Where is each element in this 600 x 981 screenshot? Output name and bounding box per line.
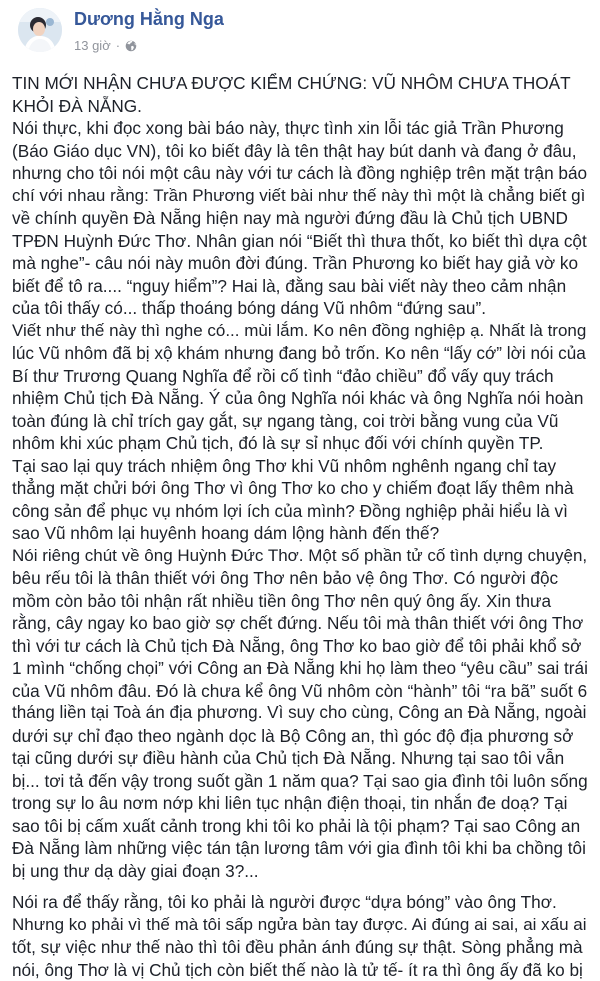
post-text-line: Nhưng ko phải vì thế mà tôi sấp ngửa bàn tay được. Ai đúng ai sai, ai xấu ai: [12, 914, 588, 937]
post-text-line: TIN MỚI NHẬN CHƯA ĐƯỢC KIỂM CHỨNG: VŨ NHÔM CHƯA THOÁT: [12, 72, 588, 95]
globe-icon[interactable]: [125, 40, 137, 52]
post-text-line: (Báo Giáo dục VN), tôi ko biết đây là tên thật hay bút danh và đang ở đâu,: [12, 140, 588, 163]
post-text-line: toàn đúng là chỉ trích gay gắt, sự ngang tàng, coi trời bằng vung của Vũ: [12, 410, 588, 433]
post-meta: [74, 38, 137, 54]
avatar[interactable]: [18, 8, 62, 52]
post-text-line: chí với nhau rằng: Trần Phương viết bài như thế này thì một là chẳng biết gì: [12, 185, 588, 208]
post-text-line: của Vũ nhôm đâu. Đó là chưa kể ông Vũ nhôm còn “hành” tôi “ra bã” suốt 6: [12, 680, 588, 703]
post-text-line: mồm còn bảo tôi nhận rất nhiều tiền ông Thơ nên quý ông ấy. Xin thưa: [12, 590, 588, 613]
avatar-image: [18, 8, 62, 52]
post-body: [12, 72, 588, 981]
post-text-line: nhưng cho tôi nói một câu này với tư cách là đồng nghiệp trên mặt trận báo: [12, 162, 588, 185]
paragraph-gap: [12, 882, 588, 891]
post-text-line: lúc Vũ nhôm đã bị xộ khám nhưng đang bỏ trốn. Ko nên “lấy cớ” lời nói của: [12, 342, 588, 365]
post-text-line: biết để tô ra.... “nguy hiểm”? Hai là, đằng sau bài viết này theo cảm nhận: [12, 275, 588, 298]
post-text-line: Bí thư Trương Quang Nghĩa để rồi cố tình “đảo chiều” đổ vấy quy trách: [12, 365, 588, 388]
meta-separator: ·: [116, 38, 120, 54]
post-text-line: sao tôi bị cấm xuất cảnh trong khi tôi ko phải là tội phạm? Tại sao Công an: [12, 815, 588, 838]
post-text-line: bêu rếu tôi là thân thiết với ông Thơ nên bảo vệ ông Thơ. Có người độc: [12, 567, 588, 590]
post-text-line: mà nghe”- câu nói này muôn đời đúng. Trần Phương ko biết hay giả vờ ko: [12, 252, 588, 275]
post-text-line: tại cũng dưới sự điều hành của Chủ tịch Đà Nẵng. Nhưng tại sao tôi vẫn: [12, 747, 588, 770]
timestamp[interactable]: 13 giờ: [74, 38, 111, 54]
post-text-line: thì với tư cách là Chủ tịch Đà Nẵng, ông Thơ ko bao giờ để tôi phải khổ sở: [12, 635, 588, 658]
post-text-line: về chính quyền Đà Nẵng hiện nay mà người đứng đầu là Chủ tịch UBND: [12, 207, 588, 230]
post-text-line: công sản để phục vụ nhóm lợi ích của mình? Đồng nghiệp phải hiểu là vì: [12, 500, 588, 523]
post-text-line: KHỎI ĐÀ NẴNG.: [12, 95, 588, 118]
post-text-line: bị ung thư dạ dày giai đoạn 3?...: [12, 860, 588, 883]
post-text-line: rằng, cây ngay ko bao giờ sợ chết đứng. Nếu tôi mà thân thiết với ông Thơ: [12, 612, 588, 635]
post-text-line: Nói ra để thấy rằng, tôi ko phải là người được “dựa bóng” vào ông Thơ.: [12, 891, 588, 914]
post-text-line: dưới sự chỉ đạo theo ngành dọc là Bộ Công an, thì góc độ địa phương sở: [12, 725, 588, 748]
author-name[interactable]: Dương Hằng Nga: [74, 8, 224, 30]
post-text-line: TPĐN Huỳnh Đức Thơ. Nhân gian nói “Biết thì thưa thốt, ko biết thì dựa cột: [12, 230, 588, 253]
post-text-line: Viết như thế này thì nghe có... mùi lắm. Ko nên đồng nghiệp ạ. Nhất là trong: [12, 320, 588, 343]
post-text-line: của tôi thấy có... thấp thoáng bóng dáng Vũ nhôm “đứng sau”.: [12, 297, 588, 320]
post-text-line: sao Vũ nhôm lại huyênh hoang dám lộng hành đến thế?: [12, 522, 588, 545]
post-text-line: nói, ông Thơ là vị Chủ tịch còn biết thế nào là tử tế- ít ra thì ông ấy đã ko bị: [12, 959, 588, 981]
post-text-line: nhôm khi xúc phạm Chủ tịch, đó là sự sỉ nhục đối với chính quyền TP.: [12, 432, 588, 455]
post-header: [0, 0, 600, 66]
post-text-line: 1 mình “chống chọi” với Công an Đà Nẵng khi họ làm theo “yêu cầu” sai trái: [12, 657, 588, 680]
post-text-line: thẳng mặt chửi bới ông Thơ vì ông Thơ ko cho y chiếm đoạt lấy thêm nhà: [12, 477, 588, 500]
post-text-line: tháng liền tại Toà án địa phương. Vì suy cho cùng, Công an Đà Nẵng, ngoài: [12, 702, 588, 725]
post-text-line: Nói riêng chút về ông Huỳnh Đức Thơ. Một số phần tử cố tình dựng chuyện,: [12, 545, 588, 568]
post-text-line: tốt, sự việc như thế nào thì tôi đều phản ánh đúng sự thật. Sòng phẳng mà: [12, 936, 588, 959]
post-text-line: Tại sao lại quy trách nhiệm ông Thơ khi Vũ nhôm nghênh ngang chỉ tay: [12, 455, 588, 478]
post-text-line: bị... tơi tả đến vậy trong suốt gần 1 năm qua? Tại sao gia đình tôi luôn sống: [12, 770, 588, 793]
post-text-line: Nói thực, khi đọc xong bài báo này, thực tình xin lỗi tác giả Trần Phương: [12, 117, 588, 140]
post-text-line: nhiệm Chủ tịch Đà Nẵng. Ý của ông Nghĩa nói khác và ông Nghĩa nói hoàn: [12, 387, 588, 410]
post-text-line: trong sự lo âu nơm nớp khi liên tục nhận điện thoại, tin nhắn đe doạ? Tại: [12, 792, 588, 815]
post-text-line: Đà Nẵng làm những việc tán tận lương tâm với gia đình tôi khi ba chồng tôi: [12, 837, 588, 860]
